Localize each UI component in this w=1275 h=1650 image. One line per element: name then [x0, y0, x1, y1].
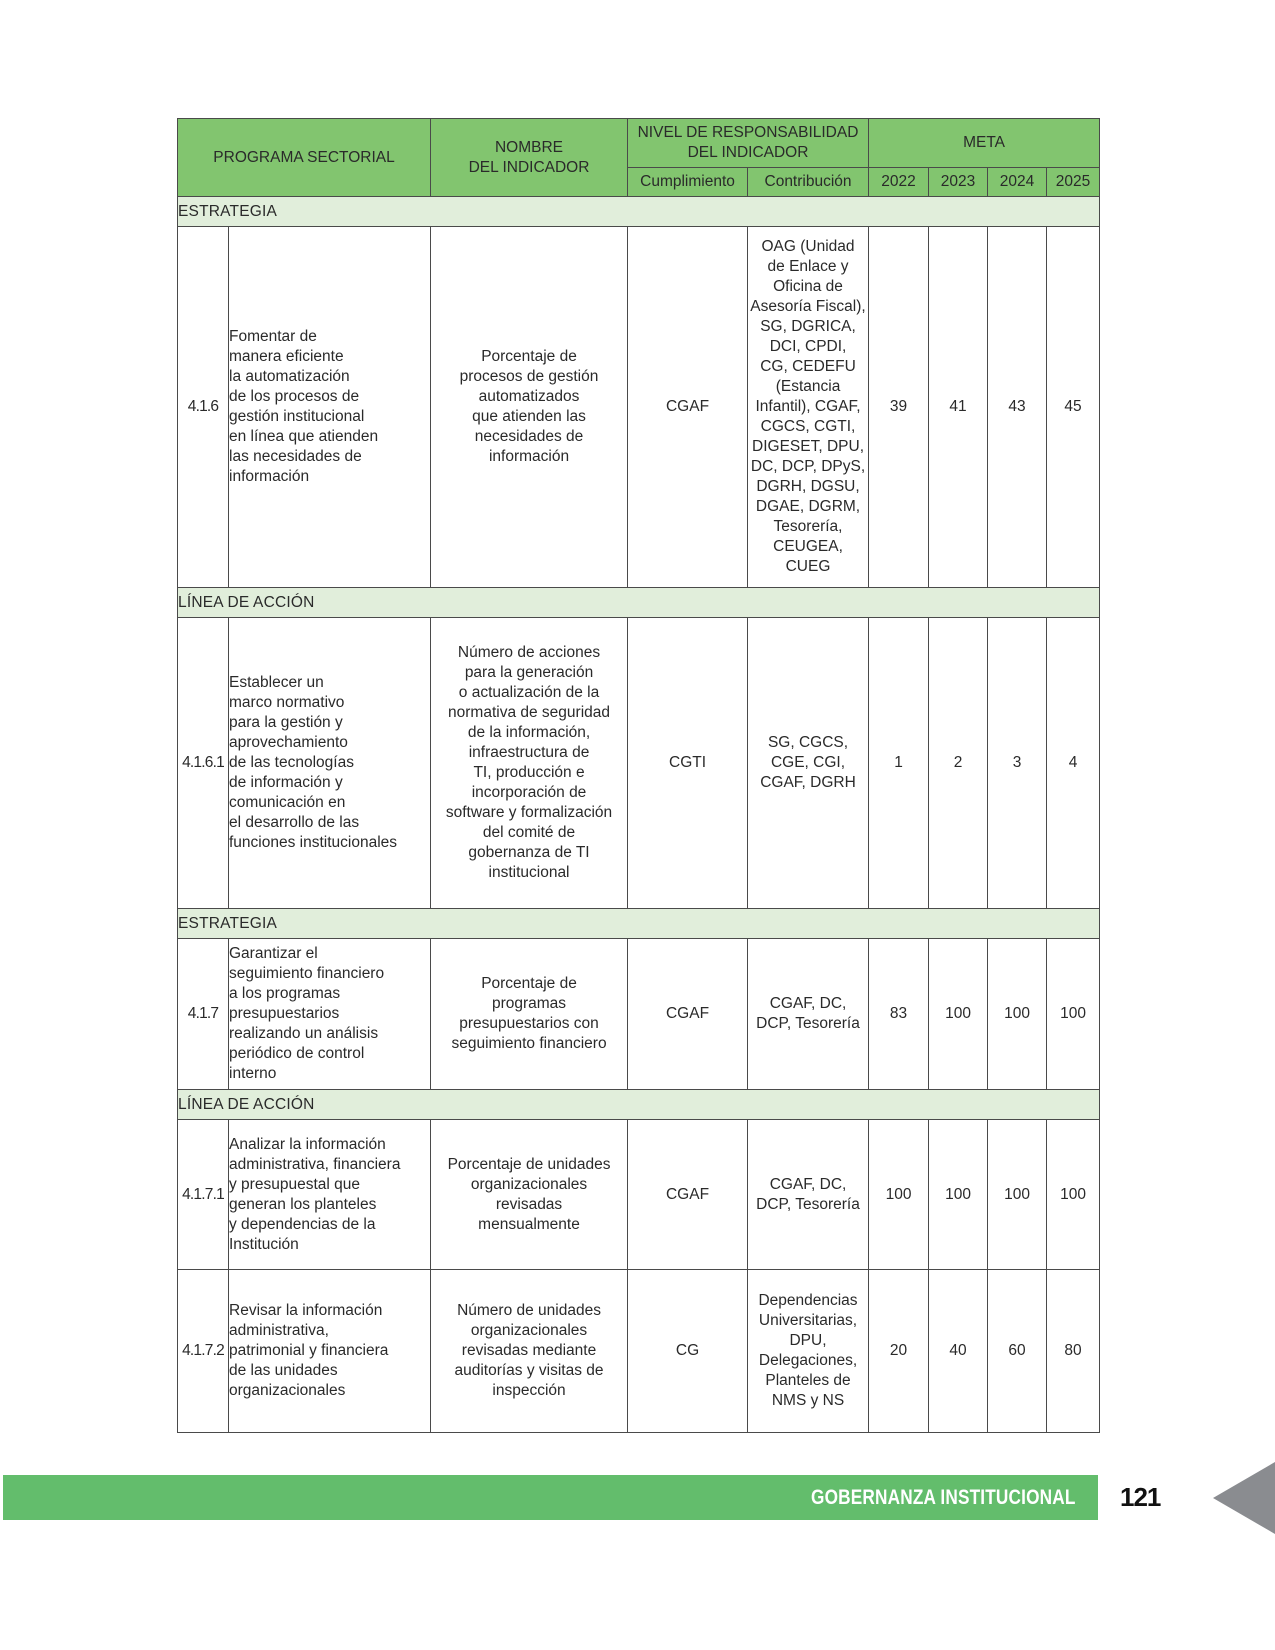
row-meta-2024: 43	[988, 227, 1047, 588]
footer-section-bar	[3, 1475, 1098, 1520]
section-label: ESTRATEGIA	[178, 197, 1100, 227]
row-meta-2024: 3	[988, 618, 1047, 909]
row-code: 4.1.6.1	[178, 618, 229, 909]
header-year-2023: 2023	[929, 168, 988, 197]
section-row-estrategia	[178, 909, 1100, 939]
section-row-linea-accion	[178, 588, 1100, 618]
header-programa-sectorial: PROGRAMA SECTORIAL	[178, 119, 431, 197]
row-meta-2025: 45	[1047, 227, 1100, 588]
row-indicador: Número de unidades organizacionales revisadas mediante auditorías y visitas de inspección	[431, 1270, 628, 1433]
section-row-linea-accion	[178, 1090, 1100, 1120]
row-contribucion: CGAF, DC, DCP, Tesorería	[748, 1120, 869, 1270]
row-meta-2025: 80	[1047, 1270, 1100, 1433]
header-year-2022: 2022	[869, 168, 929, 197]
row-cumplimiento: CGAF	[628, 1120, 748, 1270]
row-meta-2025: 100	[1047, 1120, 1100, 1270]
row-meta-2022: 20	[869, 1270, 929, 1433]
row-meta-2023: 41	[929, 227, 988, 588]
table-row	[178, 939, 1100, 1090]
row-indicador: Porcentaje de procesos de gestión automatizados que atienden las necesidades de información	[431, 227, 628, 588]
section-label: LÍNEA DE ACCIÓN	[178, 1090, 1100, 1120]
section-row-estrategia	[178, 197, 1100, 227]
row-meta-2023: 40	[929, 1270, 988, 1433]
row-cumplimiento: CGTI	[628, 618, 748, 909]
row-meta-2022: 39	[869, 227, 929, 588]
header-nivel-responsabilidad: NIVEL DE RESPONSABILIDAD DEL INDICADOR	[628, 119, 869, 168]
footer-section-title: GOBERNANZA INSTITUCIONAL	[811, 1486, 1076, 1509]
header-cumplimiento: Cumplimiento	[628, 168, 748, 197]
table-row	[178, 227, 1100, 588]
row-meta-2023: 2	[929, 618, 988, 909]
row-meta-2022: 83	[869, 939, 929, 1090]
row-contribucion: Dependencias Universitarias, DPU, Delegaciones, Planteles de NMS y NS	[748, 1270, 869, 1433]
row-meta-2022: 100	[869, 1120, 929, 1270]
section-label: LÍNEA DE ACCIÓN	[178, 588, 1100, 618]
row-programa: Fomentar de manera eficiente la automatización de los procesos de gestión institucional en línea que atienden las necesidades de información	[229, 227, 431, 588]
header-year-2025: 2025	[1047, 168, 1100, 197]
row-programa: Analizar la información administrativa, financiera y presupuestal que generan los planteles y dependencias de la Institución	[229, 1120, 431, 1270]
row-indicador: Número de acciones para la generación o actualización de la normativa de seguridad de la información, infraestructura de TI, producción e incorporación de software y formalización del comité de gobernanza de TI institucional	[431, 618, 628, 909]
row-code: 4.1.7	[178, 939, 229, 1090]
row-programa: Revisar la información administrativa, patrimonial y financiera de las unidades organizacionales	[229, 1270, 431, 1433]
row-meta-2024: 100	[988, 1120, 1047, 1270]
row-indicador: Porcentaje de unidades organizacionales revisadas mensualmente	[431, 1120, 628, 1270]
header-nombre-indicador: NOMBRE DEL INDICADOR	[431, 119, 628, 197]
table-row	[178, 1270, 1100, 1433]
row-cumplimiento: CGAF	[628, 227, 748, 588]
table-row	[178, 618, 1100, 909]
row-cumplimiento: CGAF	[628, 939, 748, 1090]
section-label: ESTRATEGIA	[178, 909, 1100, 939]
row-meta-2024: 100	[988, 939, 1047, 1090]
table-row	[178, 1120, 1100, 1270]
row-code: 4.1.7.2	[178, 1270, 229, 1433]
row-contribucion: CGAF, DC, DCP, Tesorería	[748, 939, 869, 1090]
row-programa: Garantizar el seguimiento financiero a los programas presupuestarios realizando un análisis periódico de control interno	[229, 939, 431, 1090]
row-code: 4.1.6	[178, 227, 229, 588]
row-meta-2025: 4	[1047, 618, 1100, 909]
row-meta-2023: 100	[929, 939, 988, 1090]
indicators-table	[177, 118, 1100, 1433]
row-contribucion: SG, CGCS, CGE, CGI, CGAF, DGRH	[748, 618, 869, 909]
page-number: 121	[1120, 1482, 1161, 1512]
row-indicador: Porcentaje de programas presupuestarios con seguimiento financiero	[431, 939, 628, 1090]
row-meta-2025: 100	[1047, 939, 1100, 1090]
header-year-2024: 2024	[988, 168, 1047, 197]
header-contribucion: Contribución	[748, 168, 869, 197]
row-meta-2022: 1	[869, 618, 929, 909]
row-contribucion: OAG (Unidad de Enlace y Oficina de Asesoría Fiscal), SG, DGRICA, DCI, CPDI, CG, CEDEFU (Estancia Infantil), CGAF, CGCS, CGTI, DIGESET, DPU, DC, DCP, DPyS, DGRH, DGSU, DGAE, DGRM, Tesorería, CEUGEA, CUEG	[748, 227, 869, 588]
row-cumplimiento: CG	[628, 1270, 748, 1433]
row-programa: Establecer un marco normativo para la gestión y aprovechamiento de las tecnologías de información y comunicación en el desarrollo de las funciones institucionales	[229, 618, 431, 909]
header-meta: META	[869, 119, 1100, 168]
page-triangle-icon	[1213, 1462, 1275, 1534]
row-code: 4.1.7.1	[178, 1120, 229, 1270]
row-meta-2024: 60	[988, 1270, 1047, 1433]
row-meta-2023: 100	[929, 1120, 988, 1270]
header-row-top	[178, 119, 1100, 168]
